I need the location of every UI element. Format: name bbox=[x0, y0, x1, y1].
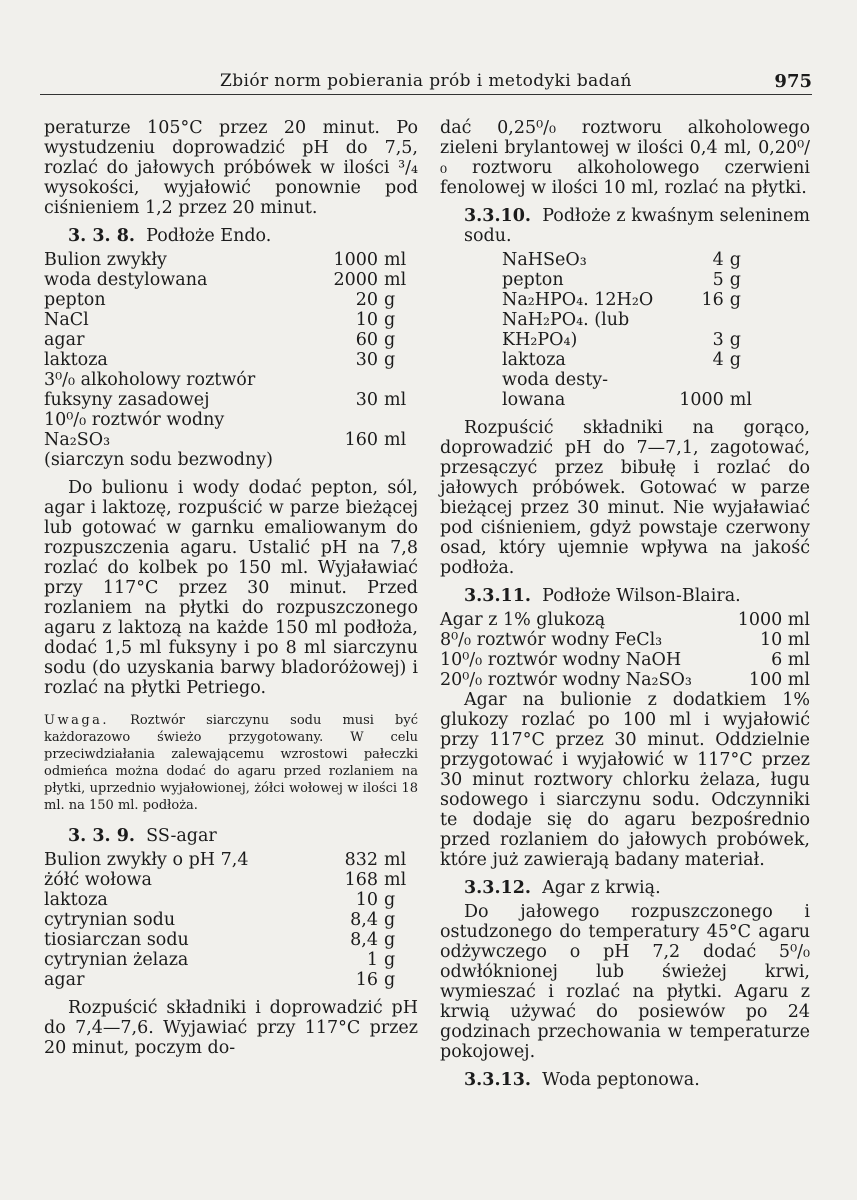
ingredient-row bbox=[44, 430, 418, 450]
ingredient-amount: 100 ml bbox=[748, 670, 810, 690]
ingredient-amount: 8,4 bbox=[350, 910, 378, 930]
left-column bbox=[44, 118, 418, 1058]
ingredient-unit: g bbox=[384, 350, 396, 370]
ingredient-row bbox=[440, 670, 810, 690]
ingredient-unit bbox=[724, 370, 752, 390]
ingredient-row bbox=[502, 270, 752, 290]
ingredient-unit: ml bbox=[384, 430, 407, 450]
ingredient-amount: 1000 bbox=[679, 390, 724, 410]
ingredient-name: 10⁰/₀ roztwór wodny NaOH bbox=[440, 650, 682, 670]
ingredient-row bbox=[44, 390, 418, 410]
ingredient-row bbox=[44, 970, 418, 990]
ingredient-row bbox=[502, 310, 752, 330]
ingredient-amount: 160 bbox=[344, 430, 378, 450]
section-title: Podłoże z kwaśnym seleninem sodu. bbox=[464, 206, 810, 246]
ingredient-amount: 5 bbox=[712, 270, 724, 290]
ingredient-amount: 4 bbox=[712, 250, 724, 270]
ingredient-unit bbox=[378, 410, 418, 430]
ingredient-row bbox=[44, 870, 418, 890]
ingredient-name: fuksyny zasadowej bbox=[44, 390, 210, 410]
section-number: 3.3.12. bbox=[464, 878, 531, 898]
ingredient-row bbox=[502, 350, 752, 370]
ingredient-amount bbox=[324, 410, 378, 430]
ingredient-amount bbox=[673, 310, 723, 330]
ingredient-amount: 3 bbox=[712, 330, 724, 350]
ingredient-amount: 10 bbox=[355, 310, 378, 330]
ingredient-amount: 30 bbox=[355, 390, 378, 410]
endo-instructions: Do bulionu i wody dodać pepton, sól, agar i laktozę, rozpuścić w parze bieżącej lub gotować w garnku emaliowanym do rozpuszczenia agaru. Ustalić pH na 7,8 rozlać do kolbek po 150 ml. Wyjaławiać przy 117°C przez 30 minut. Przed rozlaniem na płytki do rozpuszczonego agaru z laktozą na każde 150 ml podłoża, dodać 1,5 ml fuksyny i po 8 ml siarczynu sodu (do uzyskania barwy bladoróżowej) i rozlać na płytki Petriego. bbox=[44, 478, 418, 698]
section-title: SS-agar bbox=[146, 826, 217, 846]
ingredient-unit: g bbox=[729, 290, 741, 310]
ingredient-name: NaCl bbox=[44, 310, 89, 330]
endo-note bbox=[44, 712, 418, 814]
ingredient-name: NaHSeO₃ bbox=[502, 250, 587, 270]
ingredient-row bbox=[502, 290, 752, 310]
section-heading-endo bbox=[68, 226, 418, 246]
ingredient-amount: 60 bbox=[355, 330, 378, 350]
ingredient-amount bbox=[673, 370, 723, 390]
ingredient-name: żółć wołowa bbox=[44, 870, 152, 890]
ingredient-unit bbox=[378, 370, 418, 390]
ingredient-unit: ml bbox=[384, 270, 407, 290]
ingredient-row bbox=[44, 850, 418, 870]
ingredient-row bbox=[44, 950, 418, 970]
ingredient-amount: 2000 bbox=[333, 270, 378, 290]
ingredient-name: woda desty- bbox=[502, 370, 609, 390]
ingredient-row bbox=[44, 270, 418, 290]
ingredient-amount: 168 bbox=[344, 870, 378, 890]
section-number: 3.3.11. bbox=[464, 586, 531, 606]
ingredient-name: woda destylowana bbox=[44, 270, 208, 290]
note-text: Roztwór siarczynu sodu musi być każdorazowo świeżo przygotowany. W celu przeciwdziałania zalewającemu wzrostowi pałeczki odmieńca można dodać do agaru przed rozlaniem na płytki, uprzednio wyjałowionej, żółci wołowej w ilości 18 ml. na 150 ml. podłoża. bbox=[44, 713, 418, 813]
ingredient-amount: 1000 ml bbox=[737, 610, 810, 630]
ingredient-unit: ml bbox=[729, 390, 752, 410]
right-column bbox=[440, 118, 810, 1094]
ingredient-name: agar bbox=[44, 970, 85, 990]
running-header bbox=[40, 64, 812, 95]
ingredient-unit: g bbox=[729, 250, 741, 270]
section-title: Podłoże Endo. bbox=[146, 226, 272, 246]
section-heading-blood bbox=[464, 878, 810, 898]
ingredient-row bbox=[44, 910, 418, 930]
ingredient-name: laktoza bbox=[44, 890, 108, 910]
ss-ingredients-table bbox=[44, 850, 418, 990]
wilson-instructions: Agar na bulionie z dodatkiem 1% glukozy rozlać po 100 ml i wyjałowić przy 117°C przez 30 minut. Oddzielnie przygotować i wyjałowić w 117°C przez 30 minut roztwory chlorku żelaza, ługu sodowego i siarczynu sodu. Odczynniki te dodaje się do agaru bezpośrednio przed rozlaniem do jałowych probówek, które już zawierają badany materiał. bbox=[440, 690, 810, 870]
section-number: 3. 3. 8. bbox=[68, 226, 135, 246]
ingredient-name: KH₂PO₄) bbox=[502, 330, 578, 350]
ingredient-unit: g bbox=[384, 930, 396, 950]
ingredient-unit: g bbox=[384, 970, 396, 990]
selenite-instructions: Rozpuścić składniki na gorąco, doprowadzić pH do 7—7,1, zagotować, przesączyć przez bibułę i rozlać do jałowych próbówek. Gotować w parze bieżącej przez 30 minut. Nie wyjaławiać pod ciśnieniem, gdyż powstaje czerwony osad, który ujemnie wpływa na jakość podłoża. bbox=[440, 418, 810, 578]
ingredient-name: lowana bbox=[502, 390, 566, 410]
ingredient-unit: g bbox=[384, 330, 396, 350]
ingredient-unit: g bbox=[384, 310, 396, 330]
ingredient-amount: 4 bbox=[712, 350, 724, 370]
section-title: Woda peptonowa. bbox=[542, 1070, 700, 1090]
ingredient-name: Na₂SO₃ bbox=[44, 430, 111, 450]
ingredient-amount bbox=[324, 450, 378, 470]
ingredient-name: NaH₂PO₄. (lub bbox=[502, 310, 630, 330]
section-number: 3.3.13. bbox=[464, 1070, 531, 1090]
paragraph-continuation: peraturze 105°C przez 20 minut. Po wystudzeniu doprowadzić pH do 7,5, rozlać do jałowych próbówek w ilości ³/₄ wysokości, wyjałowić ponownie pod ciśnieniem 1,2 przez 20 minut. bbox=[44, 118, 418, 218]
ingredient-row bbox=[502, 330, 752, 350]
ingredient-row bbox=[440, 630, 810, 650]
ingredient-amount: 6 ml bbox=[771, 650, 810, 670]
ingredient-unit: g bbox=[729, 330, 741, 350]
ingredient-name: (siarczyn sodu bezwodny) bbox=[44, 450, 273, 470]
ingredient-row bbox=[502, 250, 752, 270]
ingredient-name: Bulion zwykły bbox=[44, 250, 167, 270]
ingredient-name: Na₂HPO₄. 12H₂O bbox=[502, 290, 654, 310]
ingredient-amount: 1000 bbox=[333, 250, 378, 270]
ingredient-row bbox=[44, 350, 418, 370]
paragraph-continuation: dać 0,25⁰/₀ roztworu alkoholowego zieleni brylantowej w ilości 0,4 ml, 0,20⁰/₀ roztworu alkoholowego czerwieni fenolowej w ilości 10 ml, rozlać na płytki. bbox=[440, 118, 810, 198]
ingredient-amount: 832 bbox=[344, 850, 378, 870]
selenite-ingredients-table bbox=[502, 250, 752, 410]
ingredient-row bbox=[44, 310, 418, 330]
ingredient-name: 20⁰/₀ roztwór wodny Na₂SO₃ bbox=[440, 670, 692, 690]
ingredient-unit: g bbox=[384, 950, 396, 970]
section-heading-ss bbox=[68, 826, 418, 846]
ingredient-row bbox=[44, 250, 418, 270]
ingredient-row bbox=[44, 330, 418, 350]
section-heading-selenite bbox=[464, 206, 810, 246]
ingredient-row bbox=[440, 650, 810, 670]
ingredient-name: pepton bbox=[44, 290, 106, 310]
ingredient-unit: g bbox=[729, 270, 741, 290]
ingredient-amount: 1 bbox=[366, 950, 378, 970]
ss-instructions: Rozpuścić składniki i doprowadzić pH do 7,4—7,6. Wyjawiać przy 117°C przez 20 minut, poczym do- bbox=[44, 998, 418, 1058]
ingredient-name: 8⁰/₀ roztwór wodny FeCl₃ bbox=[440, 630, 663, 650]
ingredient-unit: ml bbox=[384, 250, 407, 270]
ingredient-unit: g bbox=[384, 890, 396, 910]
ingredient-unit bbox=[724, 310, 752, 330]
section-heading-peptone bbox=[464, 1070, 810, 1090]
ingredient-amount: 16 bbox=[701, 290, 724, 310]
ingredient-name: 3⁰/₀ alkoholowy roztwór bbox=[44, 370, 256, 390]
section-number: 3. 3. 9. bbox=[68, 826, 135, 846]
header-title: Zbiór norm pobierania prób i metodyki badań bbox=[220, 71, 632, 91]
ingredient-name: laktoza bbox=[44, 350, 108, 370]
ingredient-row bbox=[44, 890, 418, 910]
ingredient-unit: ml bbox=[384, 870, 407, 890]
section-title: Podłoże Wilson-Blaira. bbox=[542, 586, 741, 606]
section-title: Agar z krwią. bbox=[542, 878, 661, 898]
ingredient-name: cytrynian sodu bbox=[44, 910, 176, 930]
ingredient-name: Agar z 1% glukozą bbox=[440, 610, 606, 630]
ingredient-amount: 20 bbox=[355, 290, 378, 310]
ingredient-name: Bulion zwykły o pH 7,4 bbox=[44, 850, 249, 870]
ingredient-row bbox=[44, 370, 418, 390]
ingredient-unit: g bbox=[384, 910, 396, 930]
section-number: 3.3.10. bbox=[464, 206, 531, 226]
ingredient-row bbox=[502, 370, 752, 390]
blood-agar-instructions: Do jałowego rozpuszczonego i ostudzonego do temperatury 45°C agaru odżywczego o pH 7,2 dodać 5⁰/₀ odwłóknionej lub świeżej krwi, wymieszać i rozlać na płytki. Agaru z krwią używać do posiewów po 24 godzinach przechowania w temperaturze pokojowej. bbox=[440, 902, 810, 1062]
ingredient-name: pepton bbox=[502, 270, 564, 290]
ingredient-amount bbox=[324, 370, 378, 390]
ingredient-amount: 8,4 bbox=[350, 930, 378, 950]
ingredient-unit: ml bbox=[384, 390, 407, 410]
page-number: 975 bbox=[774, 71, 812, 92]
ingredient-name: 10⁰/₀ roztwór wodny bbox=[44, 410, 225, 430]
ingredient-row bbox=[44, 290, 418, 310]
ingredient-unit bbox=[378, 450, 418, 470]
endo-ingredients-table bbox=[44, 250, 418, 470]
ingredient-amount: 10 bbox=[355, 890, 378, 910]
ingredient-unit: ml bbox=[384, 850, 407, 870]
ingredient-row bbox=[502, 390, 752, 410]
section-heading-wilson bbox=[464, 586, 810, 606]
ingredient-row bbox=[44, 930, 418, 950]
ingredient-amount: 16 bbox=[355, 970, 378, 990]
ingredient-amount: 10 ml bbox=[759, 630, 810, 650]
wilson-ingredients-table bbox=[440, 610, 810, 690]
ingredient-row bbox=[440, 610, 810, 630]
ingredient-name: tiosiarczan sodu bbox=[44, 930, 189, 950]
ingredient-name: cytrynian żelaza bbox=[44, 950, 189, 970]
ingredient-unit: g bbox=[729, 350, 741, 370]
ingredient-amount: 30 bbox=[355, 350, 378, 370]
ingredient-name: agar bbox=[44, 330, 85, 350]
note-label: Uwaga. bbox=[44, 713, 110, 728]
ingredient-unit: g bbox=[384, 290, 396, 310]
ingredient-name: laktoza bbox=[502, 350, 566, 370]
ingredient-row bbox=[44, 410, 418, 430]
ingredient-row bbox=[44, 450, 418, 470]
